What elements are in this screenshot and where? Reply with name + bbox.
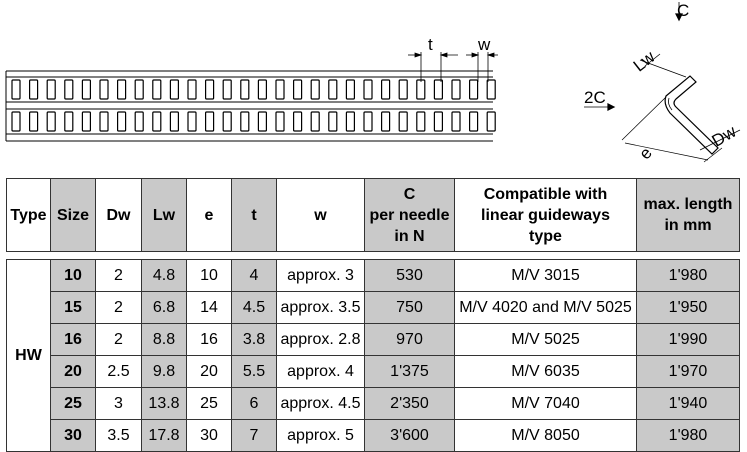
table-row bbox=[7, 388, 740, 420]
cell-size: 20 bbox=[51, 356, 96, 388]
needle-slot bbox=[258, 112, 266, 131]
needle-slot bbox=[417, 112, 425, 131]
table-row bbox=[7, 260, 740, 292]
needle-slot bbox=[470, 80, 478, 99]
cell-w: approx. 5 bbox=[277, 420, 365, 452]
cell-t: 6 bbox=[232, 388, 277, 420]
cell-t: 5.5 bbox=[232, 356, 277, 388]
cell-maxlen: 1'990 bbox=[637, 324, 740, 356]
type-cell: HW bbox=[7, 260, 51, 452]
needle-slot bbox=[188, 112, 196, 131]
needle-slot bbox=[346, 112, 354, 131]
table-row bbox=[7, 324, 740, 356]
needle-slot bbox=[153, 80, 161, 99]
header-e: e bbox=[187, 179, 232, 252]
cell-e: 14 bbox=[187, 292, 232, 324]
specification-table bbox=[6, 178, 740, 452]
needle-slot bbox=[311, 112, 319, 131]
needle-slot bbox=[399, 112, 407, 131]
needle-slot bbox=[294, 112, 302, 131]
header-c: C per needle in N bbox=[365, 179, 455, 252]
cell-c: 750 bbox=[365, 292, 455, 324]
cell-lw: 8.8 bbox=[142, 324, 187, 356]
needle-slot bbox=[241, 112, 249, 131]
needle-slot bbox=[170, 112, 178, 131]
dim-label-dw: Dw bbox=[708, 121, 740, 151]
needle-slot bbox=[82, 80, 90, 99]
needle-slot bbox=[82, 112, 90, 131]
table-row bbox=[7, 356, 740, 388]
needle-slot bbox=[12, 112, 20, 131]
table-row bbox=[7, 420, 740, 452]
needle-slot bbox=[153, 112, 161, 131]
technical-drawing bbox=[0, 0, 747, 176]
needle-slot bbox=[364, 112, 372, 131]
needle-slot bbox=[65, 80, 73, 99]
needle-slot bbox=[118, 112, 126, 131]
needle-slot bbox=[487, 80, 495, 99]
header-t: t bbox=[232, 179, 277, 252]
needle-slot bbox=[47, 80, 55, 99]
cell-lw: 13.8 bbox=[142, 388, 187, 420]
cell-lw: 17.8 bbox=[142, 420, 187, 452]
needle-slot bbox=[12, 80, 20, 99]
needle-slot bbox=[170, 80, 178, 99]
dim-label-lw: Lw bbox=[629, 47, 659, 76]
cell-e: 25 bbox=[187, 388, 232, 420]
cell-c: 3'600 bbox=[365, 420, 455, 452]
needle-slot bbox=[434, 112, 442, 131]
needle-slot bbox=[382, 112, 390, 131]
needle-slot bbox=[452, 80, 460, 99]
cell-w: approx. 3 bbox=[277, 260, 365, 292]
header-compatible: Compatible with linear guideways type bbox=[455, 179, 637, 252]
load-label-2c: 2C bbox=[584, 88, 606, 107]
needle-slot bbox=[276, 112, 284, 131]
needle-slot bbox=[487, 112, 495, 131]
cell-c: 530 bbox=[365, 260, 455, 292]
needle-slot bbox=[241, 80, 249, 99]
needle-slot bbox=[329, 80, 337, 99]
table-row bbox=[7, 292, 740, 324]
needle-slot bbox=[30, 112, 38, 131]
cell-w: approx. 2.8 bbox=[277, 324, 365, 356]
needle-slot bbox=[294, 80, 302, 99]
cell-t: 3.8 bbox=[232, 324, 277, 356]
dim-label-e: e bbox=[635, 143, 656, 164]
cell-maxlen: 1'970 bbox=[637, 356, 740, 388]
needle-slot bbox=[452, 112, 460, 131]
cell-w: approx. 4 bbox=[277, 356, 365, 388]
cell-compat: M/V 3015 bbox=[455, 260, 637, 292]
cell-t: 4.5 bbox=[232, 292, 277, 324]
needle-slot bbox=[276, 80, 284, 99]
needle-slot bbox=[223, 112, 231, 131]
needle-slot bbox=[65, 112, 73, 131]
needle-slot bbox=[135, 80, 143, 99]
cell-c: 1'375 bbox=[365, 356, 455, 388]
header-w: w bbox=[277, 179, 365, 252]
cell-size: 30 bbox=[51, 420, 96, 452]
cell-maxlen: 1'950 bbox=[637, 292, 740, 324]
gap-row bbox=[7, 252, 740, 260]
needle-slot bbox=[470, 112, 478, 131]
cell-dw: 3 bbox=[96, 388, 142, 420]
needle-slot bbox=[346, 80, 354, 99]
cell-w: approx. 3.5 bbox=[277, 292, 365, 324]
table-body bbox=[7, 252, 740, 452]
cell-e: 20 bbox=[187, 356, 232, 388]
cell-lw: 6.8 bbox=[142, 292, 187, 324]
cell-maxlen: 1'980 bbox=[637, 260, 740, 292]
cell-e: 16 bbox=[187, 324, 232, 356]
cell-e: 10 bbox=[187, 260, 232, 292]
cell-w: approx. 4.5 bbox=[277, 388, 365, 420]
needle-slot bbox=[188, 80, 196, 99]
dim-label-t: t bbox=[428, 35, 433, 54]
needle-slot bbox=[100, 112, 108, 131]
cell-dw: 2 bbox=[96, 260, 142, 292]
cell-dw: 2 bbox=[96, 324, 142, 356]
cell-compat: M/V 8050 bbox=[455, 420, 637, 452]
header-row bbox=[7, 179, 740, 252]
cell-size: 16 bbox=[51, 324, 96, 356]
load-label-c: C bbox=[677, 1, 690, 20]
cell-dw: 2.5 bbox=[96, 356, 142, 388]
cell-dw: 2 bbox=[96, 292, 142, 324]
cell-compat: M/V 4020 and M/V 5025 bbox=[455, 292, 637, 324]
header-max-length: max. length in mm bbox=[637, 179, 740, 252]
cell-c: 970 bbox=[365, 324, 455, 356]
needle-slot bbox=[434, 80, 442, 99]
cell-t: 7 bbox=[232, 420, 277, 452]
cell-size: 25 bbox=[51, 388, 96, 420]
needle-slot bbox=[135, 112, 143, 131]
needle-slot bbox=[329, 112, 337, 131]
cell-size: 15 bbox=[51, 292, 96, 324]
needle-slot bbox=[399, 80, 407, 99]
needle-slot bbox=[206, 112, 214, 131]
needle-slot bbox=[258, 80, 266, 99]
cell-compat: M/V 7040 bbox=[455, 388, 637, 420]
needle-slot bbox=[311, 80, 319, 99]
needle-slot bbox=[100, 80, 108, 99]
needle-slot bbox=[223, 80, 231, 99]
cage-strip-drawing bbox=[6, 71, 495, 141]
header-type: Type bbox=[7, 179, 51, 252]
header-dw: Dw bbox=[96, 179, 142, 252]
needle-slot bbox=[382, 80, 390, 99]
header-lw: Lw bbox=[142, 179, 187, 252]
cell-dw: 3.5 bbox=[96, 420, 142, 452]
needle-slot bbox=[417, 80, 425, 99]
cell-maxlen: 1'980 bbox=[637, 420, 740, 452]
cell-e: 30 bbox=[187, 420, 232, 452]
cell-size: 10 bbox=[51, 260, 96, 292]
cell-lw: 9.8 bbox=[142, 356, 187, 388]
cell-t: 4 bbox=[232, 260, 277, 292]
dim-label-w: w bbox=[478, 35, 491, 54]
needle-slot bbox=[30, 80, 38, 99]
needle-slot bbox=[118, 80, 126, 99]
cell-lw: 4.8 bbox=[142, 260, 187, 292]
header-size: Size bbox=[51, 179, 96, 252]
cell-compat: M/V 6035 bbox=[455, 356, 637, 388]
needle-slots bbox=[12, 80, 495, 131]
needle-slot bbox=[364, 80, 372, 99]
cell-maxlen: 1'940 bbox=[637, 388, 740, 420]
cell-compat: M/V 5025 bbox=[455, 324, 637, 356]
cell-c: 2'350 bbox=[365, 388, 455, 420]
needle-slot bbox=[206, 80, 214, 99]
needle-slot bbox=[47, 112, 55, 131]
